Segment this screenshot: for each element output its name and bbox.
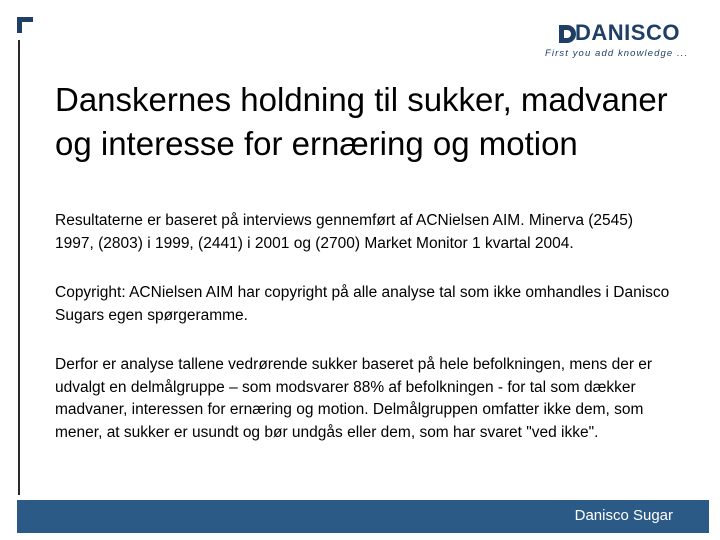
footer-label: Danisco Sugar [574, 507, 673, 524]
logo-wordmark: DANISCO [575, 20, 680, 45]
slide-title: Danskernes holdning til sukker, madvaner og interesse for ernæring og motion [55, 81, 668, 162]
logo-tagline: First you add knowledge ... [545, 48, 689, 59]
corner-bracket-icon [17, 17, 33, 33]
slide-body [55, 210, 675, 444]
paragraph-copyright: Copyright: ACNielsen AIM har copyright på alle analyse tal som ikke omhandles i Danisco Sugars egen spørgeramme. [55, 284, 670, 324]
left-rule [18, 40, 20, 495]
danisco-logo [545, 20, 689, 64]
paragraph-target-group: Derfor er analyse tallene vedrørende sukker baseret på hele befolkningen, mens der er udvalgt en delmålgruppe – som modsvarer 88% af befolkningen - for tal som dækker madvaner, interessen for ernæring og motion. Delmålgruppen omfatter ikke dem, som mener, at sukker er usundt og bør undgås eller dem, som har svaret "ved ikke". [55, 356, 653, 441]
paragraph-method: Resultaterne er baseret på interviews gennemført af ACNielsen AIM. Minerva (2545) 1997, (2803) i 1999, (2441) i 2001 og (2700) Market Monitor 1 kvartal 2004. [55, 212, 634, 252]
footer-bar [17, 500, 709, 533]
